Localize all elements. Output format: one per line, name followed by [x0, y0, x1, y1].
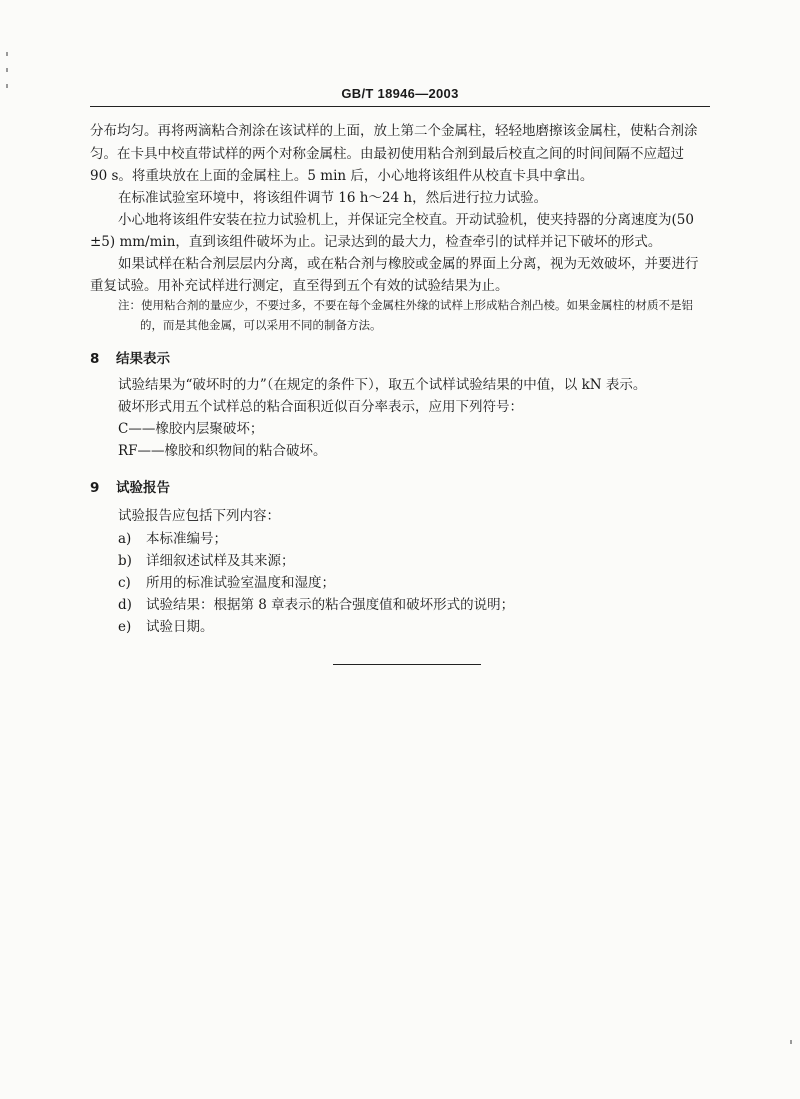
body-line: 分布均匀。再将两滴粘合剂涂在该试样的上面，放上第二个金属柱，轻轻地磨擦该金属柱，使粘合剂涂: [90, 123, 698, 139]
note-line: 的，而是其他金属，可以采用不同的制备方法。: [140, 318, 382, 332]
section-heading: [90, 476, 170, 496]
section-number: 9: [90, 480, 100, 496]
body-line: ±5) mm/min，直到该组件破坏为止。记录达到的最大力，检查牵引的试样并记下破坏的形式。: [90, 234, 662, 250]
scan-mark: [6, 68, 8, 72]
body-line: 小心地将该组件安装在拉力试验机上，并保证完全校直。开动试验机，使夹持器的分离速度为(50: [118, 212, 694, 228]
list-item-label: a): [118, 531, 132, 547]
list-item-label: d): [118, 597, 132, 613]
section-title: 试验报告: [116, 480, 170, 496]
body-line: 试验结果为“破坏时的力”（在规定的条件下），取五个试样试验结果的中值，以 kN 表示。: [118, 377, 647, 393]
list-item: [118, 530, 227, 548]
body-line: RF——橡胶和织物间的粘合破坏。: [118, 443, 327, 459]
scan-mark: [790, 1040, 792, 1044]
list-item-label: c): [118, 575, 131, 591]
body-line: 90 s。将重块放在上面的金属柱上。5 min 后，小心地将该组件从校直卡具中拿出。: [90, 168, 594, 184]
body-line: C——橡胶内层聚破坏；: [118, 421, 264, 437]
body-line: 试验报告应包括下列内容：: [118, 508, 280, 524]
body-line: 在标准试验室环境中，将该组件调节 16 h～24 h，然后进行拉力试验。: [118, 190, 548, 206]
list-item-text: 所用的标准试验室温度和湿度；: [146, 575, 335, 591]
scan-mark: [6, 84, 8, 88]
page-header: [0, 86, 800, 101]
note-line: 注：使用粘合剂的量应少，不要过多，不要在每个金属柱外缘的试样上形成粘合剂凸棱。如果金属柱的材质不是铝: [118, 298, 693, 312]
standard-number: GB/T 18946—2003: [341, 86, 459, 101]
header-divider: [90, 106, 710, 107]
list-item-label: b): [118, 553, 132, 569]
scan-mark: [6, 52, 8, 56]
body-line: 匀。在卡具中校直带试样的两个对称金属柱。由最初使用粘合剂到最后校直之间的时间间隔不应超过: [90, 146, 684, 162]
list-item-text: 试验日期。: [146, 619, 214, 635]
section-number: 8: [90, 351, 100, 367]
body-line: 重复试验。用补充试样进行测定，直至得到五个有效的试验结果为止。: [90, 278, 509, 294]
section-heading: [90, 347, 170, 367]
list-item-text: 本标准编号；: [146, 531, 227, 547]
list-item-text: 详细叙述试样及其来源；: [146, 553, 295, 569]
body-line: 如果试样在粘合剂层层内分离，或在粘合剂与橡胶或金属的界面上分离，视为无效破坏，并要进行: [118, 256, 699, 272]
body-line: 破坏形式用五个试样总的粘合面积近似百分率表示，应用下列符号：: [118, 399, 523, 415]
list-item: [118, 596, 514, 614]
list-item: [118, 574, 335, 592]
section-title: 结果表示: [116, 351, 170, 367]
list-item-label: e): [118, 619, 132, 635]
list-item: [118, 552, 295, 570]
list-item: [118, 618, 214, 636]
list-item-text: 试验结果：根据第 8 章表示的粘合强度值和破坏形式的说明；: [146, 597, 515, 613]
end-of-document-rule: [333, 664, 481, 665]
